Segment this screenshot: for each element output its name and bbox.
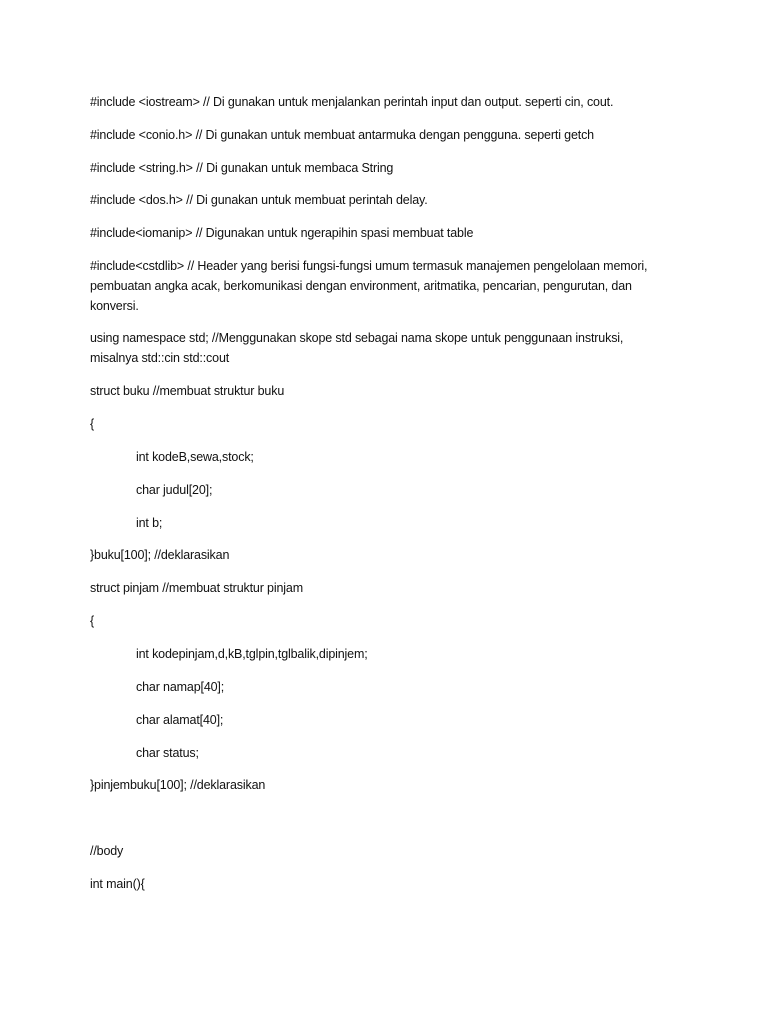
open-brace-line: { xyxy=(90,614,95,628)
using-namespace-line: using namespace std; //Menggunakan skope std sebagai nama skope untuk penggunaan instruksi, xyxy=(90,331,624,345)
struct-pinjam-line: struct pinjam //membuat struktur pinjam xyxy=(90,581,303,595)
pinjam-namap-line: char namap[40]; xyxy=(136,680,225,694)
include-iomanip-line: #include<iomanip> // Digunakan untuk ngerapihin spasi membuat table xyxy=(90,226,474,240)
buku-judul-line: char judul[20]; xyxy=(136,483,213,497)
include-cstdlib-line: #include<cstdlib> // Header yang berisi fungsi-fungsi umum termasuk manajemen pengelolaan memori, xyxy=(90,259,648,273)
include-iostream-line: #include <iostream> // Di gunakan untuk menjalankan perintah input dan output. seperti cin, cout. xyxy=(90,95,614,109)
body-comment-line: //body xyxy=(90,844,124,858)
pinjam-int-fields-line: int kodepinjam,d,kB,tglpin,tglbalik,dipinjem; xyxy=(136,647,368,661)
buku-int-b-line: int b; xyxy=(136,516,163,530)
include-string-line: #include <string.h> // Di gunakan untuk membaca String xyxy=(90,161,394,175)
buku-int-fields-line: int kodeB,sewa,stock; xyxy=(136,450,254,464)
struct-buku-line: struct buku //membuat struktur buku xyxy=(90,384,285,398)
include-dos-line: #include <dos.h> // Di gunakan untuk membuat perintah delay. xyxy=(90,193,428,207)
include-cstdlib-end-line: konversi. xyxy=(90,299,139,313)
pinjam-alamat-line: char alamat[40]; xyxy=(136,713,224,727)
open-brace-line: { xyxy=(90,417,95,431)
main-function-line: int main(){ xyxy=(90,877,145,891)
pinjam-close-line: }pinjembuku[100]; //deklarasikan xyxy=(90,778,266,792)
using-namespace-continued-line: misalnya std::cin std::cout xyxy=(90,351,230,365)
buku-close-line: }buku[100]; //deklarasikan xyxy=(90,548,230,562)
pinjam-status-line: char status; xyxy=(136,746,199,760)
include-conio-line: #include <conio.h> // Di gunakan untuk membuat antarmuka dengan pengguna. seperti getch xyxy=(90,128,594,142)
include-cstdlib-continued-line: pembuatan angka acak, berkomunikasi dengan environment, aritmatika, pencarian, pengurutan, dan xyxy=(90,279,632,293)
